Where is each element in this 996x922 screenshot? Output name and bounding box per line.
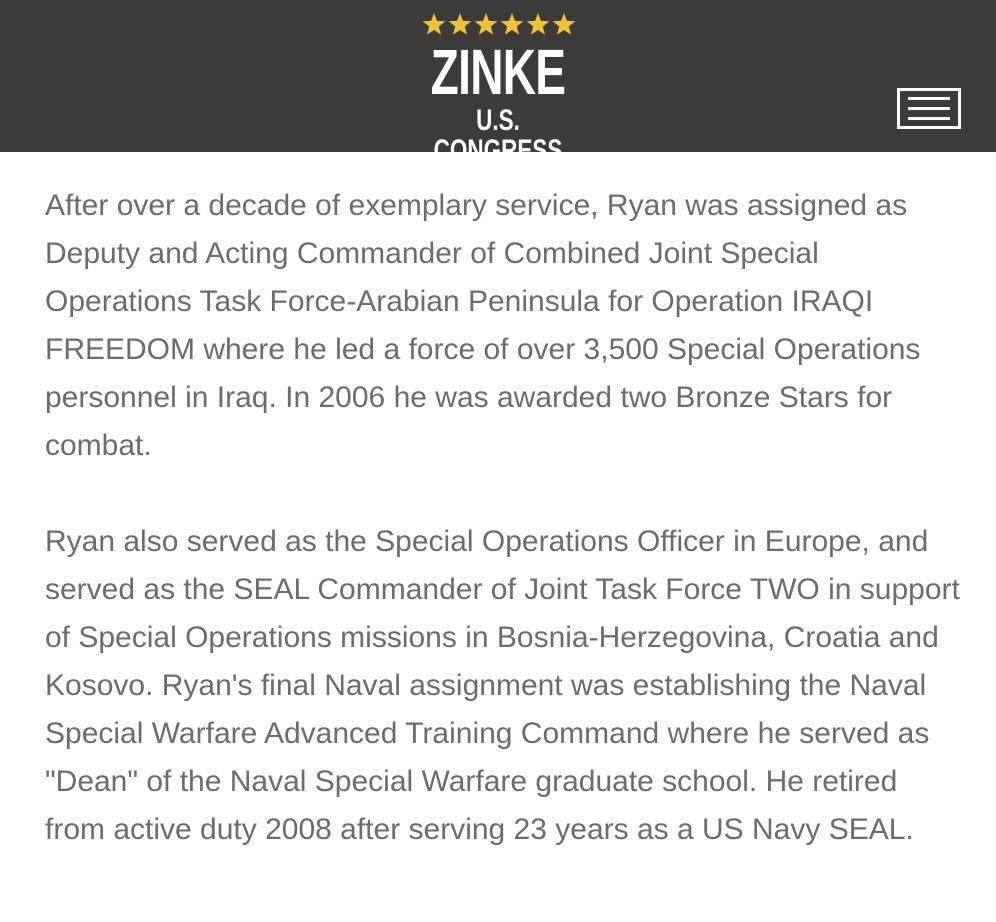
zinke-logo[interactable] [398,10,598,167]
main-content [45,182,965,854]
menu-button[interactable] [897,88,961,129]
biography-paragraph: Ryan also served as the Special Operations Officer in Europe, and served as the SEAL Commander of Joint Task Force TWO in support of Special Operations missions in Bosnia-Herzegovina, Croatia and Kosovo. Ryan's final Naval assignment was establishing the Naval Special Warfare Advanced Training Command where he served as "Dean" of the Naval Special Warfare graduate school. He retired from active duty 2008 after serving 23 years as a US Navy SEAL. [45,525,960,846]
biography-paragraph: After over a decade of exemplary service, Ryan was assigned as Deputy and Acting Commander of Combined Joint Special Operations Task Force-Arabian Peninsula for Operation IRAQI FREEDOM where he led a force of over 3,500 Special Operations personnel in Iraq. In 2006 he was awarded two Bronze Stars for combat. [45,189,921,462]
site-header [0,0,996,167]
logo-subtitle: U.S. CONGRESS [433,104,563,167]
logo-name: ZINKE [430,36,566,108]
